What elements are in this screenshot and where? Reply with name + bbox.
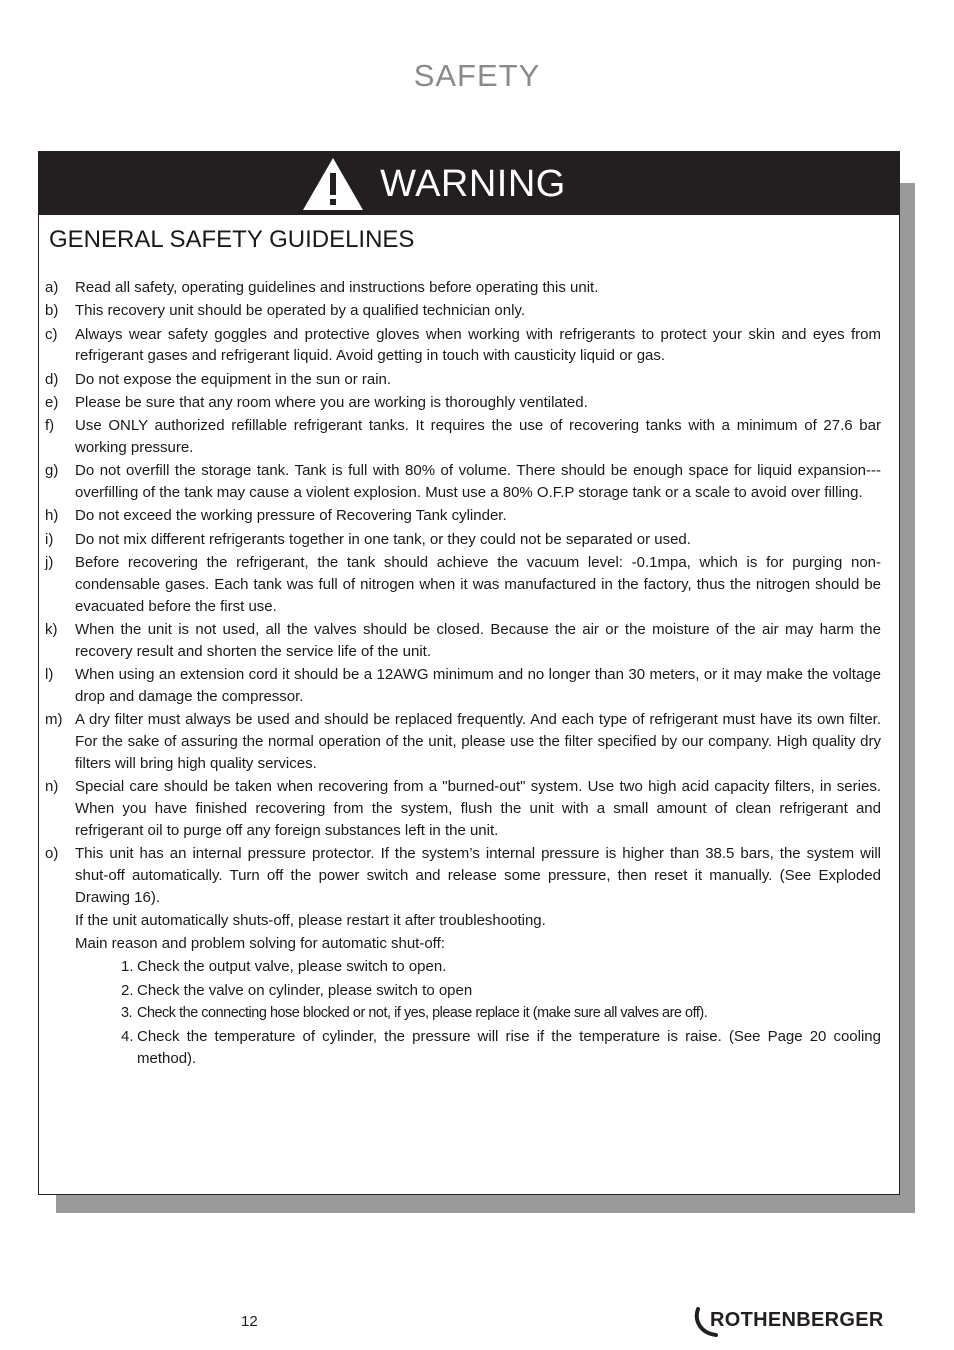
- rule-k: [45, 619, 881, 663]
- rule-text: Before recovering the refrigerant, the tank should achieve the vacuum level: -0.1mpa, which is for purging non-condensable gases. Each tank was full of nitrogen when it was manufactured in the factory, thus the nitrogen should be evacuated before the first use.: [75, 554, 881, 615]
- step-text: Check the temperature of cylinder, the pressure will rise if the temperature is raise. (See Page 20 cooling method).: [137, 1028, 881, 1068]
- rule-o: [45, 843, 881, 908]
- warning-title: WARNING: [380, 162, 566, 205]
- step-3: [121, 1003, 881, 1025]
- rule-f: [45, 415, 881, 459]
- rule-letter: l): [45, 666, 54, 684]
- rule-g: [45, 460, 881, 504]
- shutoff-steps-list: [45, 956, 881, 1069]
- restart-note: If the unit automatically shuts-off, please restart it after troubleshooting.: [75, 911, 546, 929]
- page-number: 12: [241, 1313, 258, 1330]
- step-2: [121, 980, 881, 1002]
- rule-letter: o): [45, 844, 59, 862]
- rule-m: [45, 709, 881, 774]
- rule-letter: e): [45, 393, 59, 411]
- step-text: Check the output valve, please switch to open.: [137, 958, 447, 976]
- rule-b: [45, 300, 881, 322]
- rule-text: Read all safety, operating guidelines and instructions before operating this unit.: [75, 279, 599, 296]
- rule-i: [45, 529, 881, 551]
- rule-letter: k): [45, 620, 58, 638]
- rothenberger-logo: [694, 1306, 916, 1338]
- rule-letter: d): [45, 370, 59, 388]
- rule-text: Do not exceed the working pressure of Recovering Tank cylinder.: [75, 507, 507, 525]
- rule-n: [45, 776, 881, 841]
- rule-text: When the unit is not used, all the valves should be closed. Because the air or the moisture of the air may harm the recovery result and shorten the service life of the unit.: [75, 620, 881, 660]
- rule-j: [45, 552, 881, 617]
- brand-name: ROTHENBERGER: [710, 1309, 884, 1331]
- rule-a: [45, 277, 881, 299]
- warning-box: [38, 151, 900, 1195]
- rule-text: This unit has an internal pressure protector. If the system’s internal pressure is higher than 38.5 bars, the system will shut-off automatically. Turn off the power switch and release some pressure, then reset it manually. (See Exploded Drawing 16).: [75, 844, 881, 906]
- rule-l: [45, 664, 881, 708]
- rule-text: Please be sure that any room where you are working is thoroughly ventilated.: [75, 393, 588, 411]
- step-number: 3.: [121, 1005, 133, 1021]
- rule-letter: g): [45, 462, 59, 480]
- step-4: [121, 1026, 881, 1070]
- rule-d: [45, 369, 881, 391]
- rule-h: [45, 505, 881, 527]
- warning-banner: [39, 152, 899, 215]
- warning-triangle-icon: [302, 157, 364, 211]
- rule-letter: c): [45, 325, 58, 343]
- rule-letter: h): [45, 507, 59, 525]
- rule-text: Always wear safety goggles and protective gloves when working with refrigerants to protect your skin and eyes from refrigerant gases and refrigerant liquid. Avoid getting in touch with causticity liquid or gas.: [75, 325, 881, 365]
- step-number: 2.: [121, 981, 134, 999]
- rule-letter: a): [45, 279, 59, 296]
- rule-text: Do not mix different refrigerants together in one tank, or they could not be separated or used.: [75, 530, 691, 548]
- page-heading: SAFETY: [413, 58, 541, 93]
- rule-letter: i): [45, 530, 54, 548]
- rule-c: [45, 324, 881, 368]
- step-1: [121, 956, 881, 978]
- shutoff-reasons-intro: Main reason and problem solving for automatic shut-off:: [75, 935, 445, 953]
- section-title: GENERAL SAFETY GUIDELINES: [49, 226, 415, 253]
- step-number: 4.: [121, 1028, 134, 1046]
- rule-text: Use ONLY authorized refillable refrigerant tanks. It requires the use of recovering tanks with a minimum of 27.6 bar working pressure.: [75, 417, 881, 457]
- rule-text: Special care should be taken when recovering from a "burned-out" system. Use two high acid capacity filters, in series. When you have finished recovering from the system, flush the unit with a small amount of clean refrigerant and refrigerant oil to purge off any foreign substances left in the unit.: [75, 778, 881, 839]
- step-text: Check the connecting hose blocked or not, if yes, please replace it (make sure all valves are off).: [137, 1005, 708, 1021]
- step-text: Check the valve on cylinder, please switch to open: [137, 981, 473, 999]
- rule-letter: f): [45, 417, 55, 435]
- step-number: 1.: [121, 958, 134, 976]
- rule-text: This recovery unit should be operated by a qualified technician only.: [75, 302, 525, 320]
- rule-letter: m): [45, 711, 63, 729]
- rule-text: A dry filter must always be used and should be replaced frequently. And each type of refrigerant must have its own filter. For the sake of assuring the normal operation of the unit, please use the filter specified by our company. High quality dry filters will bring high quality services.: [75, 711, 881, 772]
- safety-rules-list: [45, 277, 881, 1071]
- rule-letter: b): [45, 302, 59, 320]
- rule-text: Do not expose the equipment in the sun or rain.: [75, 370, 392, 388]
- rule-text: When using an extension cord it should be a 12AWG minimum and no longer than 30 meters, or it may make the voltage drop and damage the compressor.: [75, 666, 881, 705]
- rule-e: [45, 392, 881, 414]
- rule-text: Do not overfill the storage tank. Tank is full with 80% of volume. There should be enough space for liquid expansion---overfilling of the tank may cause a violent explosion. Must use a 80% O.F.P storage tank or a scale to avoid over filling.: [75, 462, 881, 502]
- rule-letter: n): [45, 778, 59, 796]
- rule-letter: j): [45, 554, 54, 572]
